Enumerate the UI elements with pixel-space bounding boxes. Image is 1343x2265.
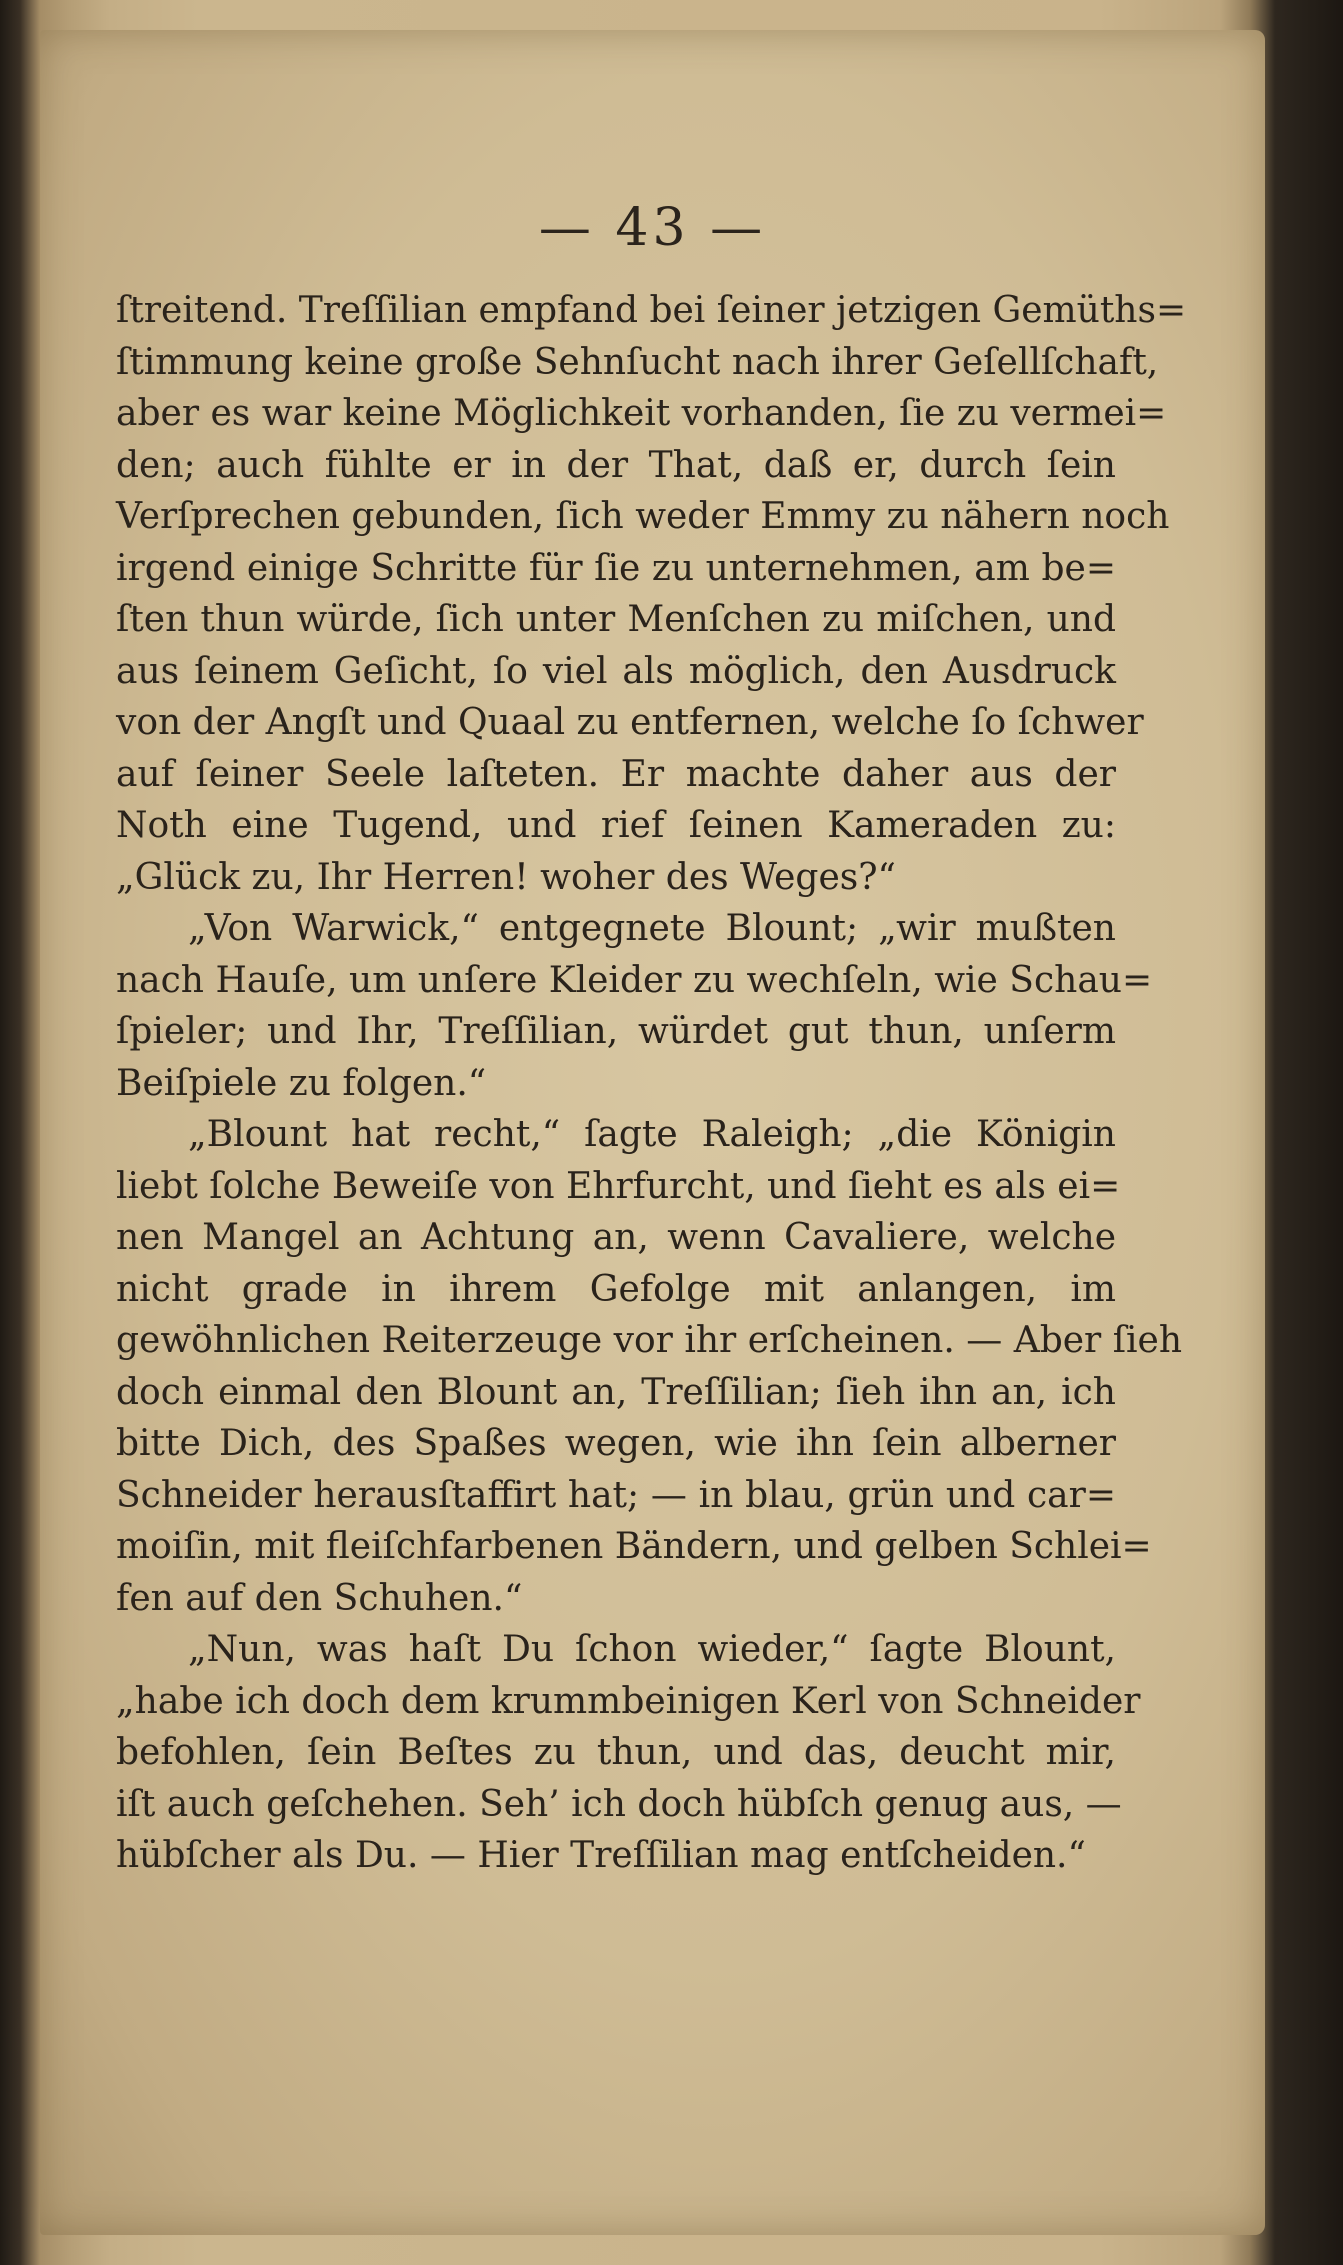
text-line: den; auch fühlte er in der That, daß er, durch ſein <box>116 444 1116 486</box>
text-line: nen Mangel an Achtung an, wenn Cavaliere, welche <box>116 1217 1116 1258</box>
text-line: Verſprechen gebunden, ſich weder Emmy zu nähern noch <box>116 496 1170 537</box>
text-line: befohlen, ſein Beſtes zu thun, und das, deucht mir, <box>116 1732 1116 1773</box>
text-line: moiſin, mit fleiſchfarbenen Bändern, und gelben Schlei= <box>116 1526 1152 1567</box>
text-line: „Von Warwick,“ entgegnete Blount; „wir mußten <box>188 908 1116 949</box>
text-line: ſten thun würde, ſich unter Menſchen zu miſchen, und <box>116 599 1116 640</box>
page-body-text <box>116 285 1187 1882</box>
text-line: gewöhnlichen Reiterzeuge vor ihr erſcheinen. — Aber ſieh <box>116 1320 1183 1361</box>
text-line: ſtreitend. Treſſilian empfand bei ſeiner jetzigen Gemüths= <box>116 290 1187 331</box>
book-page <box>40 30 1265 2235</box>
text-line: „Nun, was haſt Du ſchon wieder,“ ſagte Blount, <box>188 1629 1116 1670</box>
text-line: irgend einige Schritte für ſie zu unternehmen, am be= <box>116 547 1116 589</box>
text-line: aus ſeinem Geſicht, ſo viel als möglich, den Ausdruck <box>116 650 1116 692</box>
text-line: nicht grade in ihrem Gefolge mit anlangen, im <box>116 1268 1116 1310</box>
text-line: ſpieler; und Ihr, Treſſilian, würdet gut thun, unſerm <box>116 1011 1116 1052</box>
text-line: Noth eine Tugend, und rief ſeinen Kameraden zu: <box>116 805 1116 846</box>
text-line: „Blount hat recht,“ ſagte Raleigh; „die Königin <box>188 1114 1116 1155</box>
text-line: doch einmal den Blount an, Treſſilian; ſieh ihn an, ich <box>116 1371 1116 1413</box>
text-line: nach Hauſe, um unſere Kleider zu wechſeln, wie Schau= <box>116 959 1153 1001</box>
text-line: iſt auch geſchehen. Seh’ ich doch hübſch genug aus, — <box>116 1783 1122 1825</box>
text-line: „Glück zu, Ihr Herren! woher des Weges?“ <box>116 856 896 898</box>
text-line: hübſcher als Du. — Hier Treſſilian mag entſcheiden.“ <box>116 1835 1086 1876</box>
text-line: bitte Dich, des Spaßes wegen, wie ihn ſein alberner <box>116 1423 1116 1464</box>
text-line: ſtimmung keine große Sehnſucht nach ihrer Geſellſchaft, <box>116 341 1159 383</box>
text-line: Beiſpiele zu folgen.“ <box>116 1062 487 1104</box>
text-line: fen auf den Schuhen.“ <box>116 1577 523 1619</box>
text-line: „habe ich doch dem krummbeinigen Kerl von Schneider <box>116 1680 1141 1722</box>
text-line: liebt ſolche Beweiſe von Ehrfurcht, und ſieht es als ei= <box>116 1165 1121 1207</box>
text-line: von der Angſt und Quaal zu entfernen, welche ſo ſchwer <box>116 702 1144 743</box>
text-line: aber es war keine Möglichkeit vorhanden, ſie zu vermei= <box>116 393 1167 434</box>
text-line: Schneider herausſtaffirt hat; — in blau, grün und car= <box>116 1474 1116 1516</box>
text-line: auf ſeiner Seele laſteten. Er machte daher aus der <box>116 753 1116 795</box>
page-number-header: — 43 — <box>538 198 767 258</box>
